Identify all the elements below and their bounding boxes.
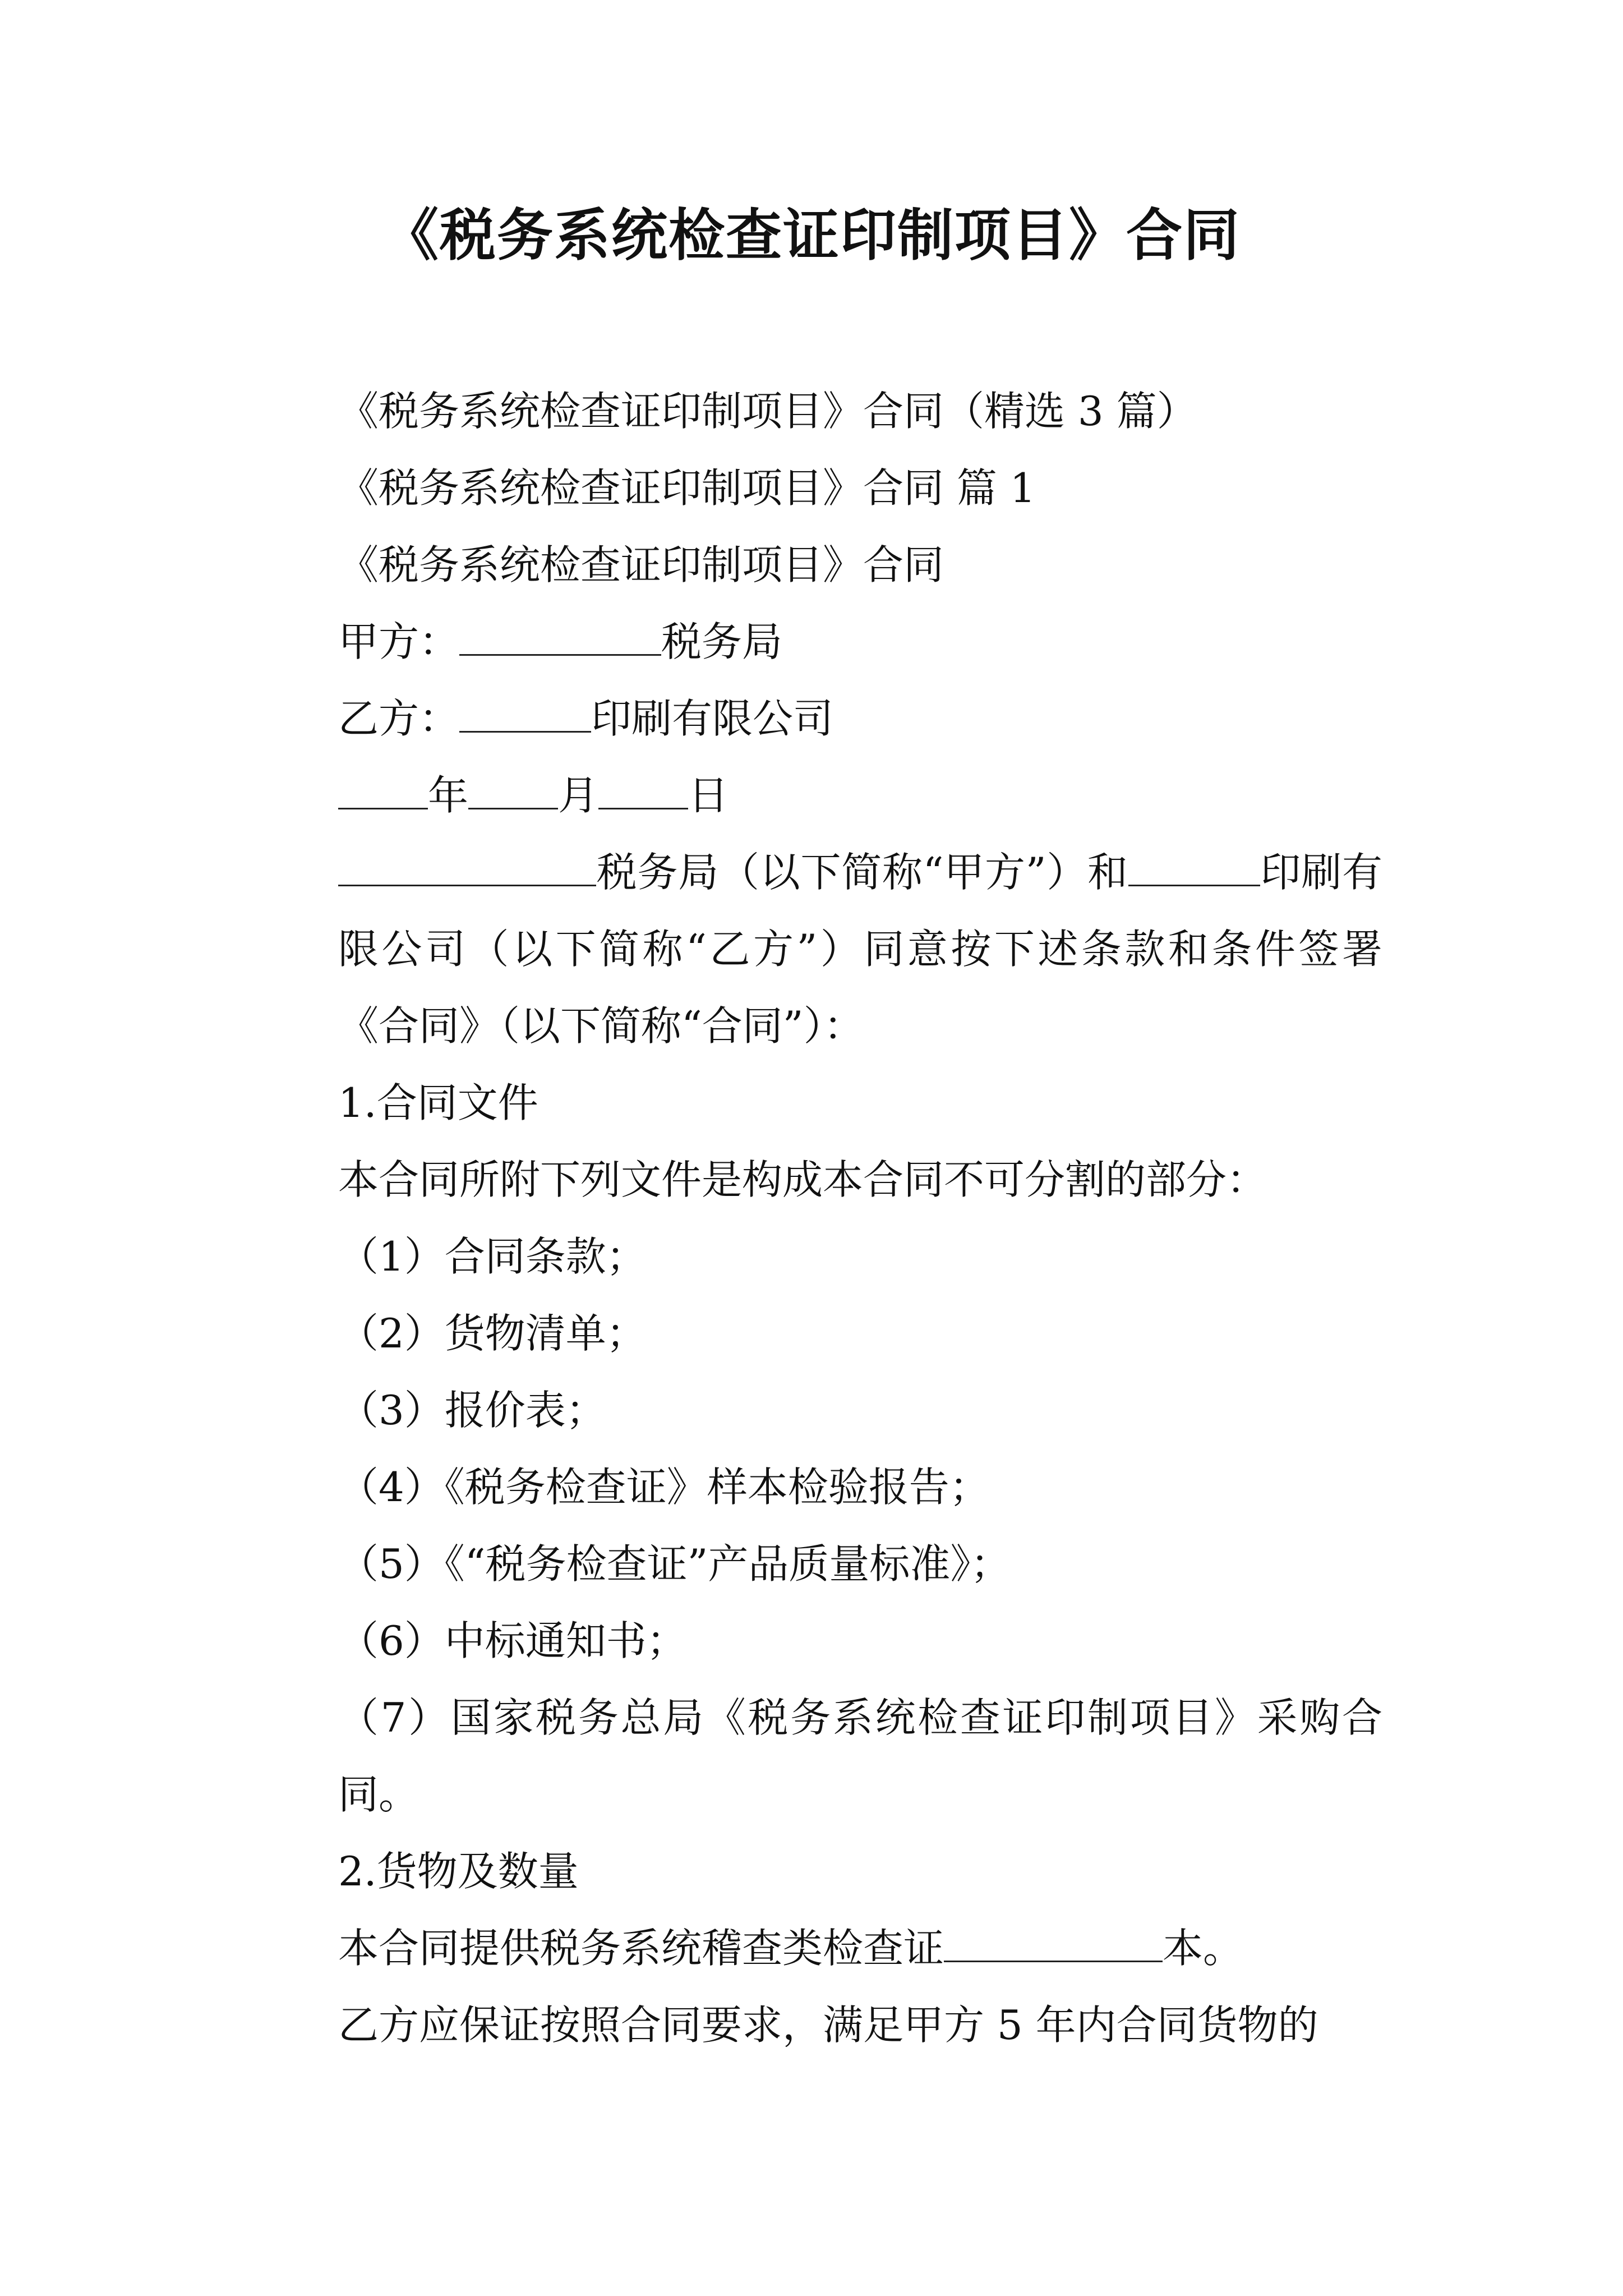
party-a-suffix: 税务局 [661, 618, 783, 665]
party-b-line [250, 680, 1382, 757]
party-b-suffix: 印刷有限公司 [591, 695, 834, 742]
list-item: （2）货物清单； [338, 1310, 647, 1357]
section-2-heading: 2.货物及数量 [338, 1848, 579, 1895]
section-2-text-b: 本。 [1163, 1925, 1244, 1972]
section-1-heading: 1.合同文件 [338, 1079, 538, 1126]
year-blank [338, 774, 428, 809]
quantity-blank [944, 1927, 1163, 1962]
list-item: （4）《税务检查证》样本检验报告； [338, 1464, 990, 1511]
list-item: （7）国家税务总局《税务系统检查证印制项目》采购合同。 [338, 1694, 1382, 1818]
month-label: 月 [558, 772, 599, 819]
section-2-last-line: 乙方应保证按照合同要求，满足甲方 5 年内合同货物的 [338, 2001, 1318, 2049]
intro-text-1: 税务局（以下简称“甲方”）和 [596, 849, 1128, 896]
day-blank [598, 774, 688, 809]
party-b-label: 乙方： [338, 695, 460, 742]
year-label: 年 [428, 772, 469, 819]
document-body [250, 373, 1382, 2064]
party-a-line [250, 604, 1382, 680]
party-a-blank [459, 620, 661, 656]
party-a-label: 甲方： [338, 618, 460, 665]
section-2-text-a: 本合同提供税务系统稽查类检查证 [338, 1925, 944, 1972]
intro-text-2: 印刷有限公司（以下简称“乙方”）同意按下述条款和条件签署《合同》（以下简称“合同”）： [338, 849, 1382, 1050]
section-2-text [250, 1910, 1382, 1987]
intro-paragraph [250, 834, 1382, 1065]
document-title: 《税务系统检查证印制项目》合同 [382, 203, 1241, 268]
date-line [250, 757, 1382, 834]
month-blank [468, 774, 558, 809]
day-label: 日 [688, 772, 729, 819]
list-item: （5）《“税务检查证”产品质量标准》； [338, 1540, 1011, 1588]
section-1-text: 本合同所附下列文件是构成本合同不可分割的部分： [338, 1156, 1267, 1203]
contract-name-line: 《税务系统检查证印制项目》合同 [338, 541, 944, 588]
list-item: （3）报价表； [338, 1387, 606, 1434]
list-item: （1）合同条款； [338, 1233, 647, 1280]
printer-blank [1128, 851, 1260, 886]
party-b-blank [459, 697, 591, 733]
tax-bureau-blank [338, 851, 596, 886]
list-item: （6）中标通知书； [338, 1617, 687, 1664]
subtitle-line: 《税务系统检查证印制项目》合同（精选 3 篇） [338, 388, 1197, 435]
section-heading: 《税务系统检查证印制项目》合同 篇 1 [338, 464, 1036, 512]
